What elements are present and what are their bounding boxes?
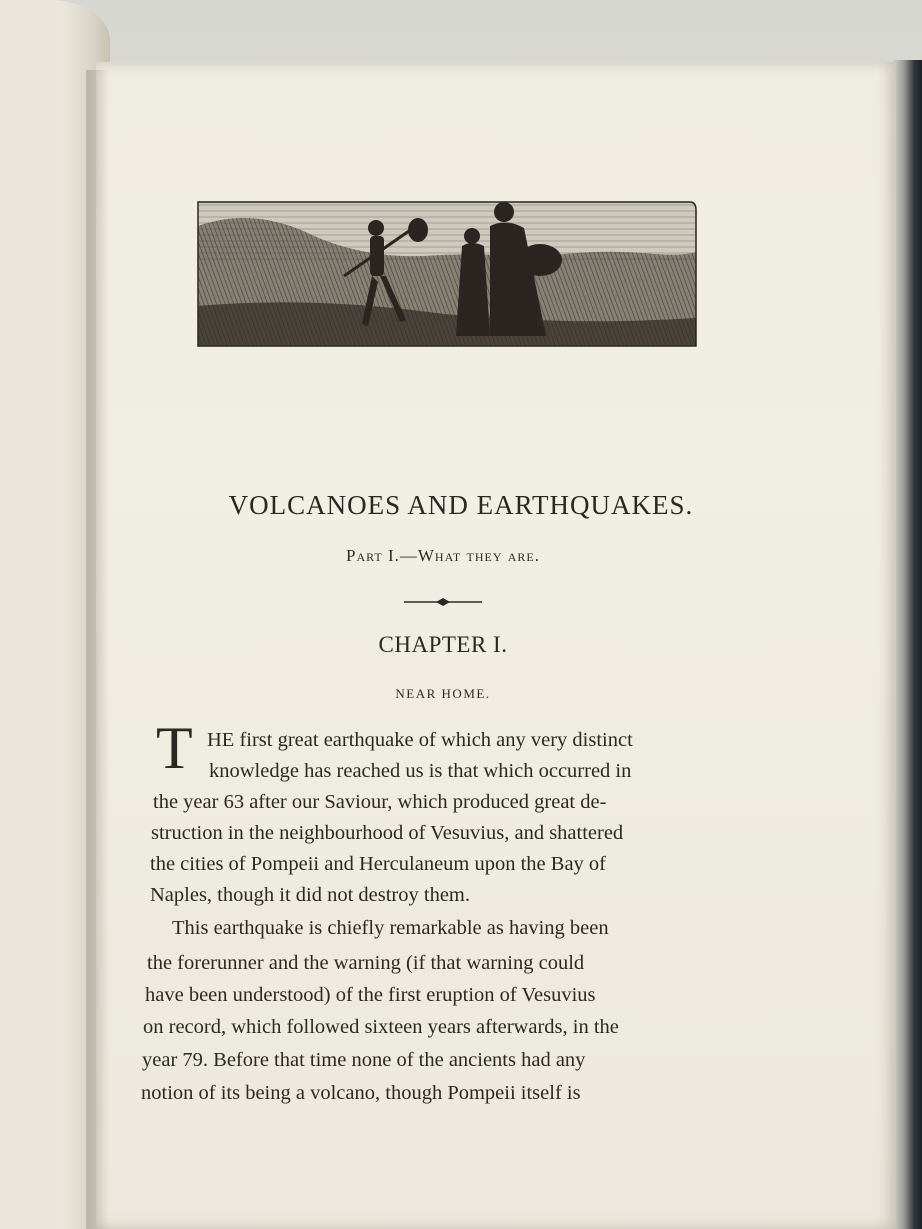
engraving-illustration bbox=[194, 196, 698, 350]
text-line: the cities of Pompeii and Herculaneum upon the Bay of bbox=[150, 853, 607, 875]
text-line: have been understood) of the first eruption of Vesuvius bbox=[145, 984, 596, 1006]
text-line: Naples, though it did not destroy them. bbox=[150, 884, 470, 906]
text-line: knowledge has reached us is that which occurred in bbox=[209, 760, 632, 782]
part-heading: Part I.—What they are. bbox=[345, 546, 540, 565]
text-line: year 79. Before that time none of the ancients had any bbox=[142, 1049, 586, 1071]
book-title: VOLCANOES AND EARTHQUAKES. bbox=[228, 490, 694, 520]
chapter-heading: CHAPTER I. bbox=[378, 632, 508, 657]
text-line: struction in the neighbourhood of Vesuvius, and shattered bbox=[151, 822, 624, 844]
text-line: This earthquake is chiefly remarkable as having been bbox=[172, 917, 609, 939]
book-cover-edge bbox=[892, 60, 922, 1229]
ornament-divider bbox=[402, 595, 484, 609]
text-line: on record, which followed sixteen years afterwards, in the bbox=[143, 1016, 619, 1038]
text-line: the year 63 after our Saviour, which produced great de- bbox=[153, 791, 607, 813]
drop-cap: T bbox=[156, 715, 193, 781]
text-line: HE first great earthquake of which any very distinct bbox=[207, 729, 633, 751]
chapter-subtitle: NEAR HOME. bbox=[395, 686, 491, 701]
text-line: the forerunner and the warning (if that warning could bbox=[147, 952, 585, 974]
text-line: notion of its being a volcano, though Pompeii itself is bbox=[141, 1082, 581, 1104]
